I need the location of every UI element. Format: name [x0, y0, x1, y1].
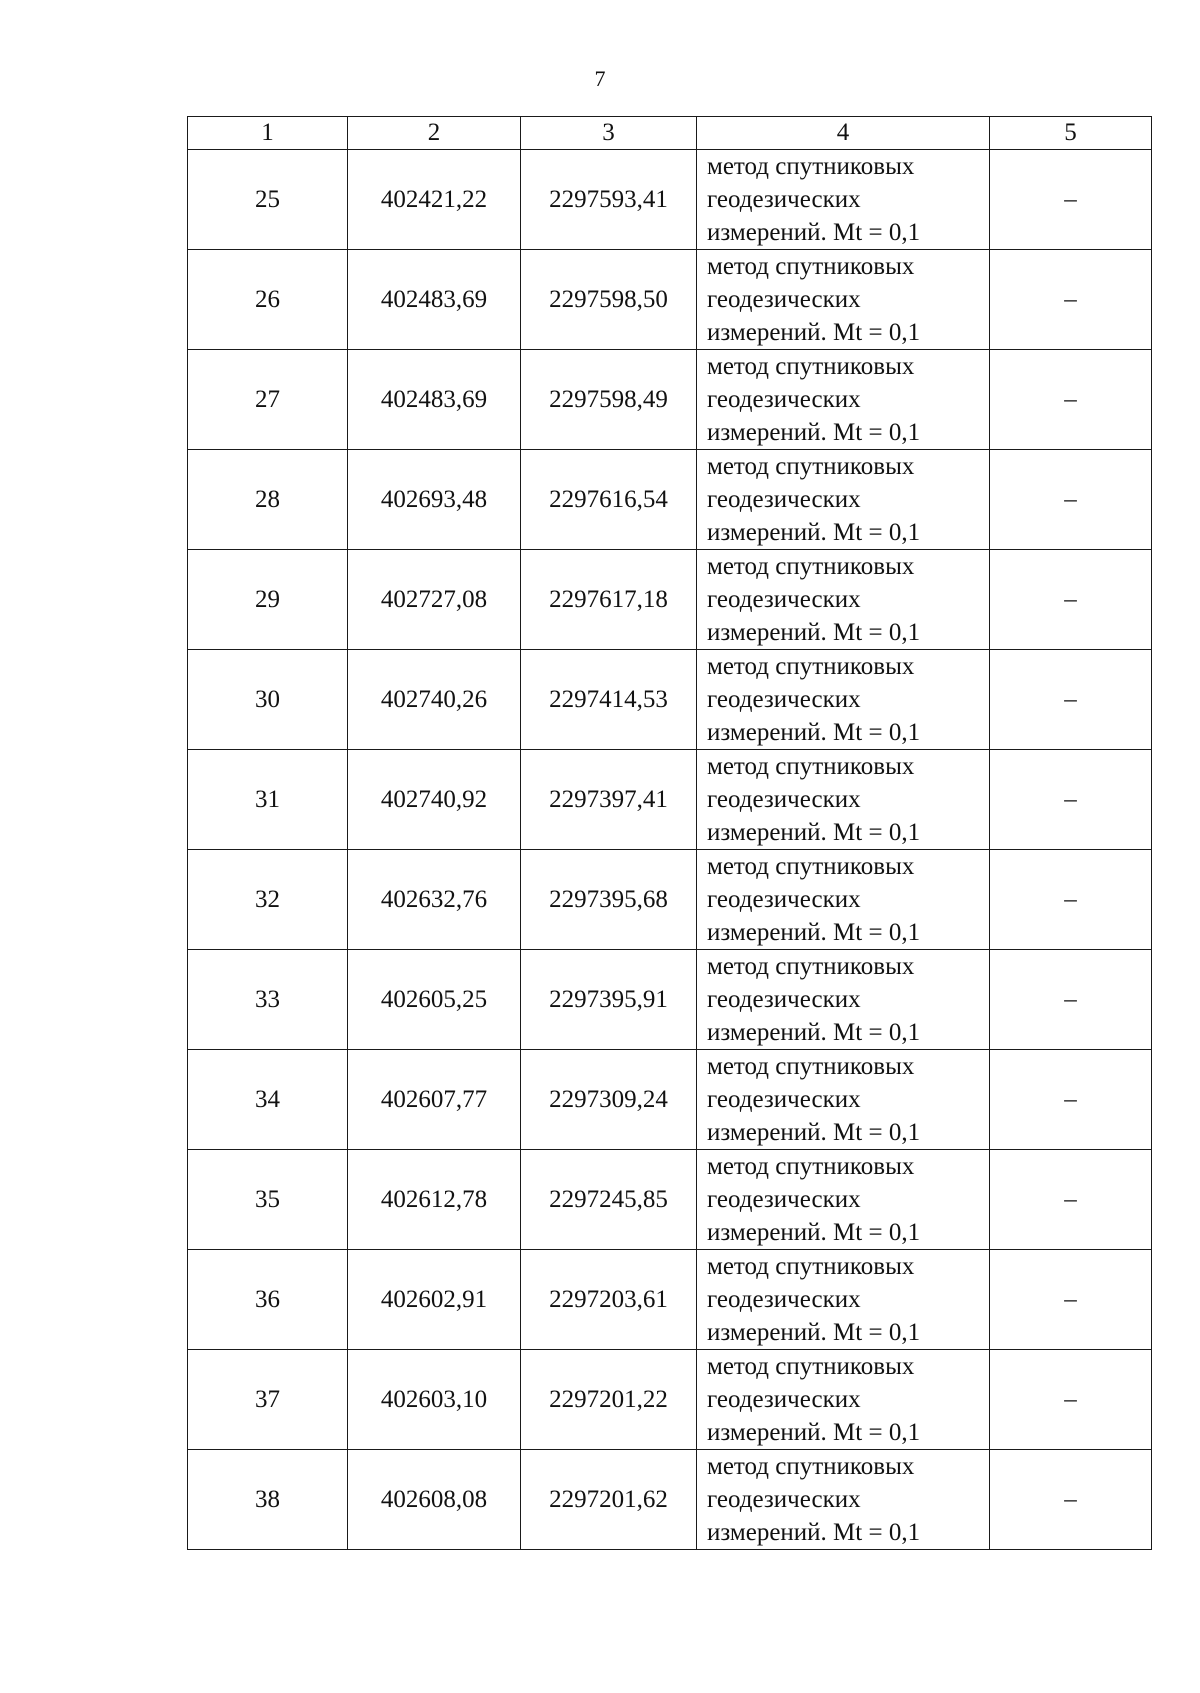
y-coordinate-cell: 2297395,68 [521, 850, 697, 950]
method-line: измерений. Mt = 0,1 [707, 719, 921, 746]
page-number: 7 [594, 66, 606, 91]
header-row [188, 117, 1152, 150]
method-line: метод спутниковых [707, 1153, 915, 1180]
method-cell [697, 650, 990, 750]
x-coordinate-cell: 402612,78 [348, 1150, 521, 1250]
point-number-cell: 34 [188, 1050, 348, 1150]
method-cell [697, 550, 990, 650]
method-line: измерений. Mt = 0,1 [707, 1119, 921, 1146]
method-cell [697, 150, 990, 250]
header-cell-2: 2 [348, 117, 521, 150]
note-cell: – [990, 750, 1152, 850]
method-cell [697, 250, 990, 350]
x-coordinate-cell: 402605,25 [348, 950, 521, 1050]
method-line: измерений. Mt = 0,1 [707, 519, 921, 546]
table-row [188, 750, 1152, 850]
x-coordinate-cell: 402693,48 [348, 450, 521, 550]
note-cell: – [990, 1050, 1152, 1150]
point-number-cell: 32 [188, 850, 348, 950]
y-coordinate-cell: 2297593,41 [521, 150, 697, 250]
note-cell: – [990, 850, 1152, 950]
point-number-cell: 37 [188, 1350, 348, 1450]
point-number-cell: 33 [188, 950, 348, 1050]
method-line: геодезических [707, 1286, 861, 1313]
method-line: геодезических [707, 486, 861, 513]
method-line: измерений. Mt = 0,1 [707, 219, 921, 246]
table-row [188, 1450, 1152, 1550]
method-line: измерений. Mt = 0,1 [707, 1419, 921, 1446]
method-cell [697, 950, 990, 1050]
method-line: геодезических [707, 1086, 861, 1113]
x-coordinate-cell: 402740,92 [348, 750, 521, 850]
point-number-cell: 27 [188, 350, 348, 450]
table-row [188, 550, 1152, 650]
method-line: измерений. Mt = 0,1 [707, 319, 921, 346]
method-line: геодезических [707, 386, 861, 413]
table-header [188, 117, 1152, 150]
x-coordinate-cell: 402483,69 [348, 350, 521, 450]
y-coordinate-cell: 2297203,61 [521, 1250, 697, 1350]
y-coordinate-cell: 2297201,22 [521, 1350, 697, 1450]
method-line: измерений. Mt = 0,1 [707, 1319, 921, 1346]
note-cell: – [990, 950, 1152, 1050]
method-cell [697, 1250, 990, 1350]
method-line: метод спутниковых [707, 1053, 915, 1080]
method-line: измерений. Mt = 0,1 [707, 1219, 921, 1246]
point-number-cell: 29 [188, 550, 348, 650]
method-line: измерений. Mt = 0,1 [707, 1519, 921, 1546]
note-cell: – [990, 1250, 1152, 1350]
method-cell [697, 850, 990, 950]
y-coordinate-cell: 2297616,54 [521, 450, 697, 550]
y-coordinate-cell: 2297309,24 [521, 1050, 697, 1150]
note-cell: – [990, 550, 1152, 650]
method-line: измерений. Mt = 0,1 [707, 619, 921, 646]
table-row [188, 1250, 1152, 1350]
method-line: геодезических [707, 686, 861, 713]
method-line: метод спутниковых [707, 953, 915, 980]
table-row [188, 250, 1152, 350]
method-line: метод спутниковых [707, 1353, 915, 1380]
note-cell: – [990, 1350, 1152, 1450]
method-cell [697, 450, 990, 550]
note-cell: – [990, 1450, 1152, 1550]
point-number-cell: 26 [188, 250, 348, 350]
method-cell [697, 1050, 990, 1150]
table-row [188, 1350, 1152, 1450]
method-line: измерений. Mt = 0,1 [707, 919, 921, 946]
y-coordinate-cell: 2297414,53 [521, 650, 697, 750]
x-coordinate-cell: 402727,08 [348, 550, 521, 650]
point-number-cell: 31 [188, 750, 348, 850]
table-row [188, 150, 1152, 250]
header-cell-5: 5 [990, 117, 1152, 150]
x-coordinate-cell: 402603,10 [348, 1350, 521, 1450]
method-line: метод спутниковых [707, 753, 915, 780]
method-line: геодезических [707, 786, 861, 813]
note-cell: – [990, 650, 1152, 750]
method-cell [697, 750, 990, 850]
header-cell-1: 1 [188, 117, 348, 150]
method-line: измерений. Mt = 0,1 [707, 1019, 921, 1046]
method-line: метод спутниковых [707, 653, 915, 680]
method-line: метод спутниковых [707, 553, 915, 580]
point-number-cell: 36 [188, 1250, 348, 1350]
table-row [188, 1050, 1152, 1150]
table-body [188, 150, 1152, 1550]
method-cell [697, 1350, 990, 1450]
header-cell-3: 3 [521, 117, 697, 150]
point-number-cell: 38 [188, 1450, 348, 1550]
point-number-cell: 35 [188, 1150, 348, 1250]
method-cell [697, 1450, 990, 1550]
method-line: метод спутниковых [707, 853, 915, 880]
note-cell: – [990, 250, 1152, 350]
method-line: геодезических [707, 1486, 861, 1513]
table-row [188, 1150, 1152, 1250]
note-cell: – [990, 150, 1152, 250]
x-coordinate-cell: 402632,76 [348, 850, 521, 950]
y-coordinate-cell: 2297598,50 [521, 250, 697, 350]
method-line: измерений. Mt = 0,1 [707, 819, 921, 846]
point-number-cell: 30 [188, 650, 348, 750]
x-coordinate-cell: 402607,77 [348, 1050, 521, 1150]
y-coordinate-cell: 2297245,85 [521, 1150, 697, 1250]
y-coordinate-cell: 2297397,41 [521, 750, 697, 850]
method-line: геодезических [707, 286, 861, 313]
note-cell: – [990, 1150, 1152, 1250]
method-line: метод спутниковых [707, 1253, 915, 1280]
method-line: метод спутниковых [707, 453, 915, 480]
method-line: геодезических [707, 1386, 861, 1413]
table-row [188, 350, 1152, 450]
method-cell [697, 1150, 990, 1250]
y-coordinate-cell: 2297201,62 [521, 1450, 697, 1550]
note-cell: – [990, 450, 1152, 550]
table-row [188, 650, 1152, 750]
method-cell [697, 350, 990, 450]
y-coordinate-cell: 2297617,18 [521, 550, 697, 650]
method-line: метод спутниковых [707, 353, 915, 380]
method-line: геодезических [707, 186, 861, 213]
method-line: геодезических [707, 986, 861, 1013]
method-line: метод спутниковых [707, 253, 915, 280]
y-coordinate-cell: 2297395,91 [521, 950, 697, 1050]
x-coordinate-cell: 402608,08 [348, 1450, 521, 1550]
x-coordinate-cell: 402740,26 [348, 650, 521, 750]
method-line: метод спутниковых [707, 153, 915, 180]
point-number-cell: 25 [188, 150, 348, 250]
method-line: геодезических [707, 886, 861, 913]
x-coordinate-cell: 402421,22 [348, 150, 521, 250]
method-line: метод спутниковых [707, 1453, 915, 1480]
table-row [188, 950, 1152, 1050]
note-cell: – [990, 350, 1152, 450]
method-line: измерений. Mt = 0,1 [707, 419, 921, 446]
coordinates-table [187, 116, 1152, 1550]
header-cell-4: 4 [697, 117, 990, 150]
method-line: геодезических [707, 586, 861, 613]
point-number-cell: 28 [188, 450, 348, 550]
table-row [188, 450, 1152, 550]
x-coordinate-cell: 402602,91 [348, 1250, 521, 1350]
table-row [188, 850, 1152, 950]
method-line: геодезических [707, 1186, 861, 1213]
y-coordinate-cell: 2297598,49 [521, 350, 697, 450]
x-coordinate-cell: 402483,69 [348, 250, 521, 350]
